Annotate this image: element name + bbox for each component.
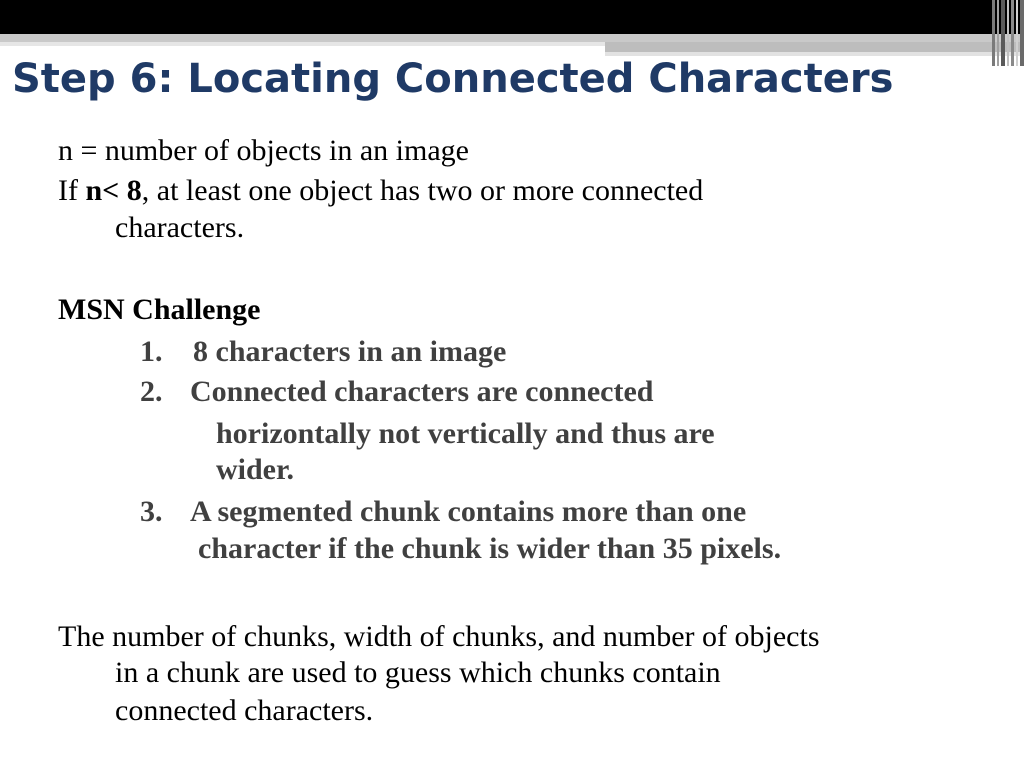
challenge-item-2-marker: 2.	[140, 375, 163, 408]
conclusion-line: connected characters.	[115, 694, 374, 727]
condition-emphasis: n< 8	[85, 174, 142, 207]
condition-continuation: characters.	[115, 211, 245, 244]
header-stripes	[992, 0, 1024, 66]
condition-prefix: If	[58, 174, 86, 207]
challenge-item-3-text: A segmented chunk contains more than one	[190, 495, 747, 528]
challenge-item-2-text: horizontally not vertically and thus are	[216, 417, 715, 450]
conclusion-line: The number of chunks, width of chunks, and number of objects	[58, 620, 820, 653]
challenge-item-2-text: Connected characters are connected	[190, 375, 654, 408]
condition-line	[58, 173, 703, 209]
definition-line: n = number of objects in an image	[58, 134, 469, 167]
condition-suffix: , at least one object has two or more connected	[141, 174, 704, 207]
challenge-item-1-text: 8 characters in an image	[193, 335, 507, 368]
conclusion-line: in a chunk are used to guess which chunks contain	[115, 656, 721, 689]
header-band-dark	[0, 0, 1024, 34]
challenge-item-1-marker: 1.	[140, 335, 163, 368]
header-band-accent	[605, 42, 1024, 52]
header-band-gray	[0, 34, 1024, 42]
challenge-item-2-text: wider.	[216, 453, 295, 486]
challenge-item-3-marker: 3.	[140, 495, 163, 528]
slide-title: Step 6: Locating Connected Characters	[12, 56, 894, 102]
challenge-item-3-text: character if the chunk is wider than 35 pixels.	[198, 532, 782, 565]
challenge-heading: MSN Challenge	[58, 293, 261, 326]
